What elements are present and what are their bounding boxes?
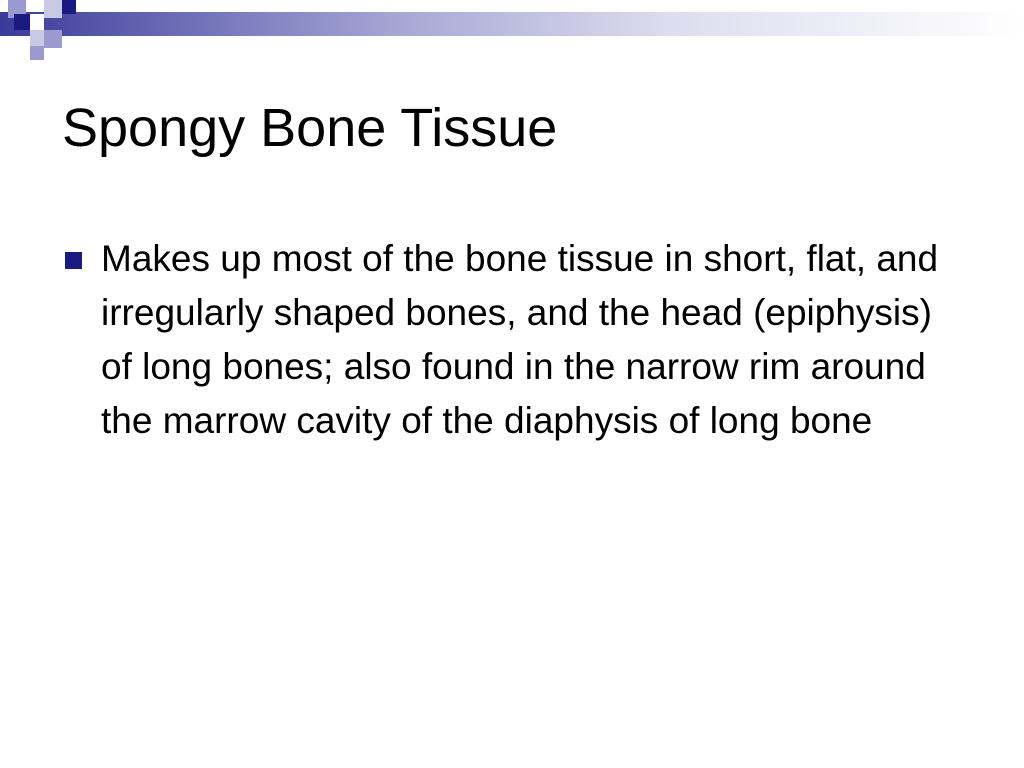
decor-square [44,0,62,18]
decor-square [14,14,30,30]
bullet-item [62,232,972,448]
decor-square [44,30,62,48]
slide-title: Spongy Bone Tissue [62,98,558,158]
decor-square [62,0,76,14]
bullet-text: Makes up most of the bone tissue in short, flat, and irregularly shaped bones, and the head (epiphysis) of long bones; also found in the narrow rim around the marrow cavity of the diaphysis of long bone [101,238,939,441]
header-gradient-band [0,12,1024,36]
decor-square [30,14,44,30]
square-bullet-icon [65,252,82,269]
decor-square [30,46,44,60]
bullet-list [62,232,972,448]
